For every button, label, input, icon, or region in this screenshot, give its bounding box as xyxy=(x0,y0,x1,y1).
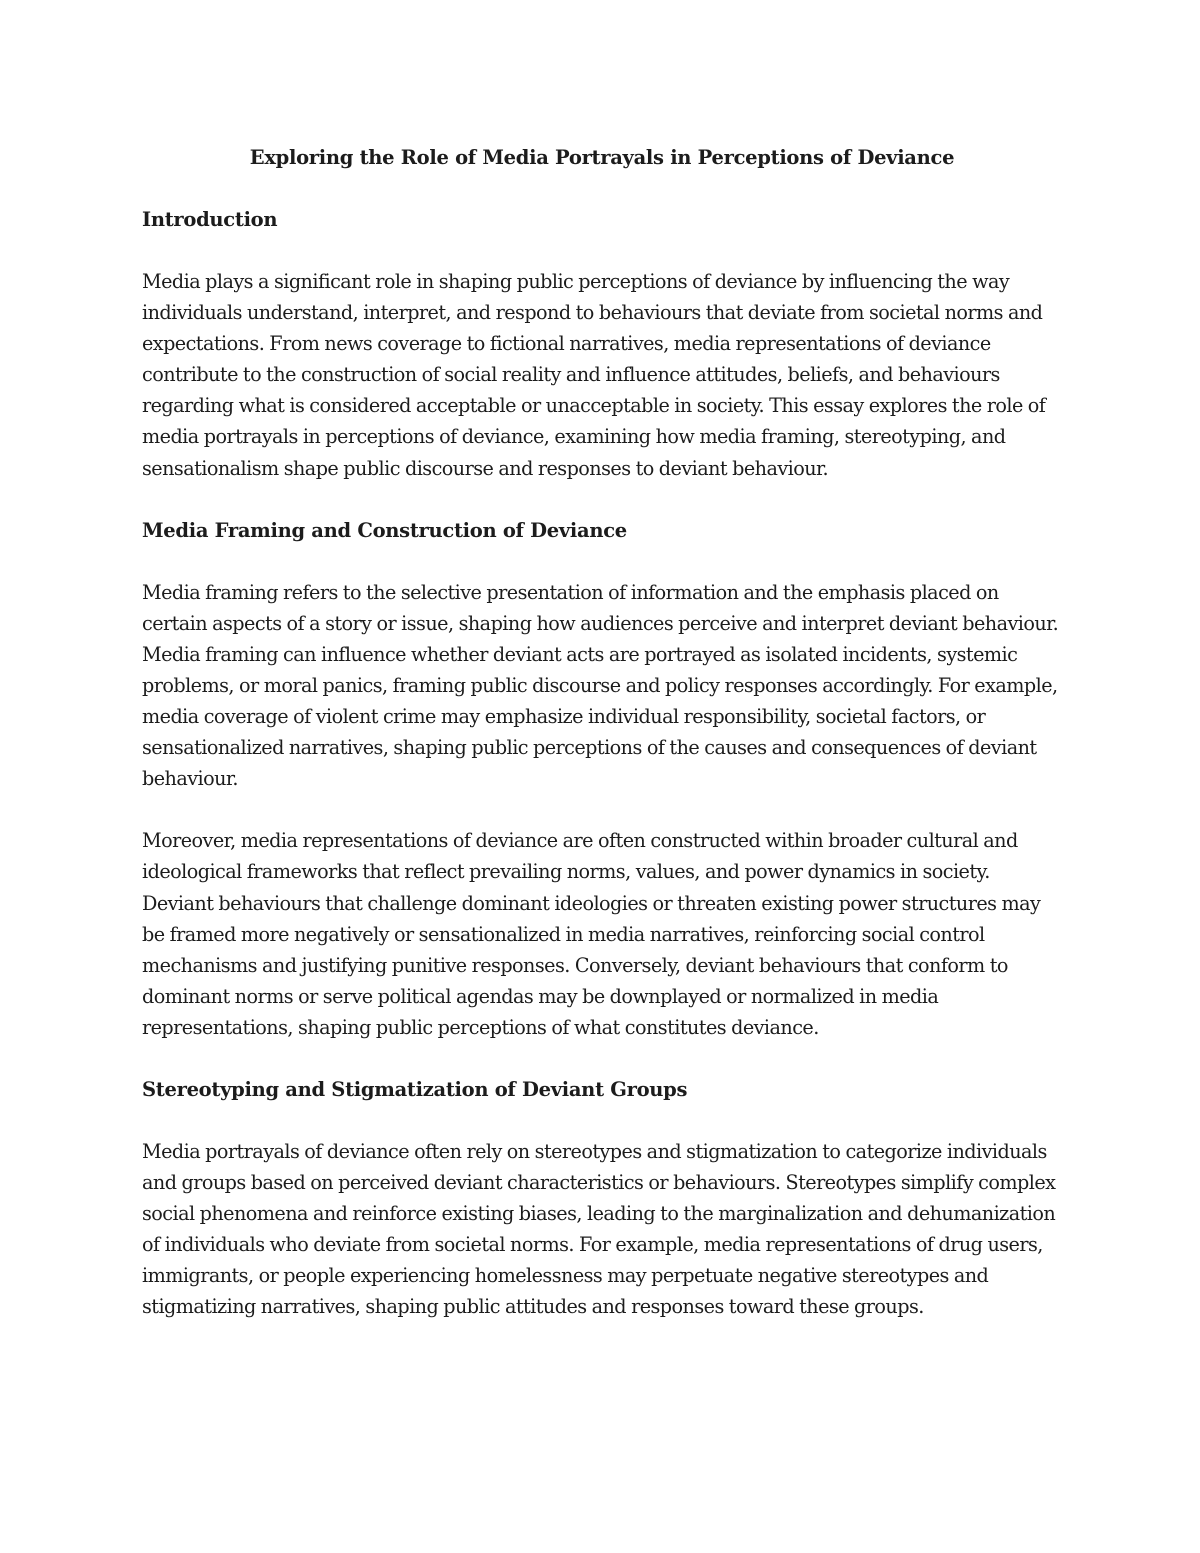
section-heading-media-framing: Media Framing and Construction of Deviance xyxy=(142,518,627,542)
media-framing-paragraph-2: Moreover, media representations of deviance are often constructed within broader cultural and ideological frameworks that reflect prevailing norms, values, and power dynamics in society. Deviant behaviours that challenge dominant ideologies or threaten existing power structures may be framed more negatively or sensationalized in media narratives, reinforcing social control mechanisms and justifying punitive responses. Conversely, deviant behaviours that conform to dominant norms or serve political agendas may be downplayed or normalized in media representations, shaping public perceptions of what constitutes deviance. xyxy=(142,829,1041,1039)
introduction-paragraph: Media plays a significant role in shaping public perceptions of deviance by influencing the way individuals understand, interpret, and respond to behaviours that deviate from societal norms and expectations. From news coverage to fictional narratives, media representations of deviance contribute to the construction of social reality and influence attitudes, beliefs, and behaviours regarding what is considered acceptable or unacceptable in society. This essay explores the role of media portrayals in perceptions of deviance, examining how media framing, stereotyping, and sensationalism shape public discourse and responses to deviant behaviour. xyxy=(142,270,1046,480)
document-title: Exploring the Role of Media Portrayals in Perceptions of Deviance xyxy=(249,146,955,169)
section-heading-stereotyping: Stereotyping and Stigmatization of Deviant Groups xyxy=(142,1077,688,1101)
document-body xyxy=(142,142,1062,1323)
section-heading-introduction: Introduction xyxy=(142,208,278,231)
media-framing-paragraph-1: Media framing refers to the selective presentation of information and the emphasis placed on certain aspects of a story or issue, shaping how audiences perceive and interpret deviant behaviour. Media framing can influence whether deviant acts are portrayed as isolated incidents, systemic problems, or moral panics, framing public discourse and policy responses accordingly. For example, media coverage of violent crime may emphasize individual responsibility, societal factors, or sensationalized narratives, shaping public perceptions of the causes and consequences of deviant behaviour. xyxy=(142,580,1059,791)
stereotyping-paragraph: Media portrayals of deviance often rely on stereotypes and stigmatization to categorize individuals and groups based on perceived deviant characteristics or behaviours. Stereotypes simplify complex social phenomena and reinforce existing biases, leading to the marginalization and dehumanization of individuals who deviate from societal norms. For example, media representations of drug users, immigrants, or people experiencing homelessness may perpetuate negative stereotypes and stigmatizing narratives, shaping public attitudes and responses toward these groups. xyxy=(142,1139,1056,1319)
